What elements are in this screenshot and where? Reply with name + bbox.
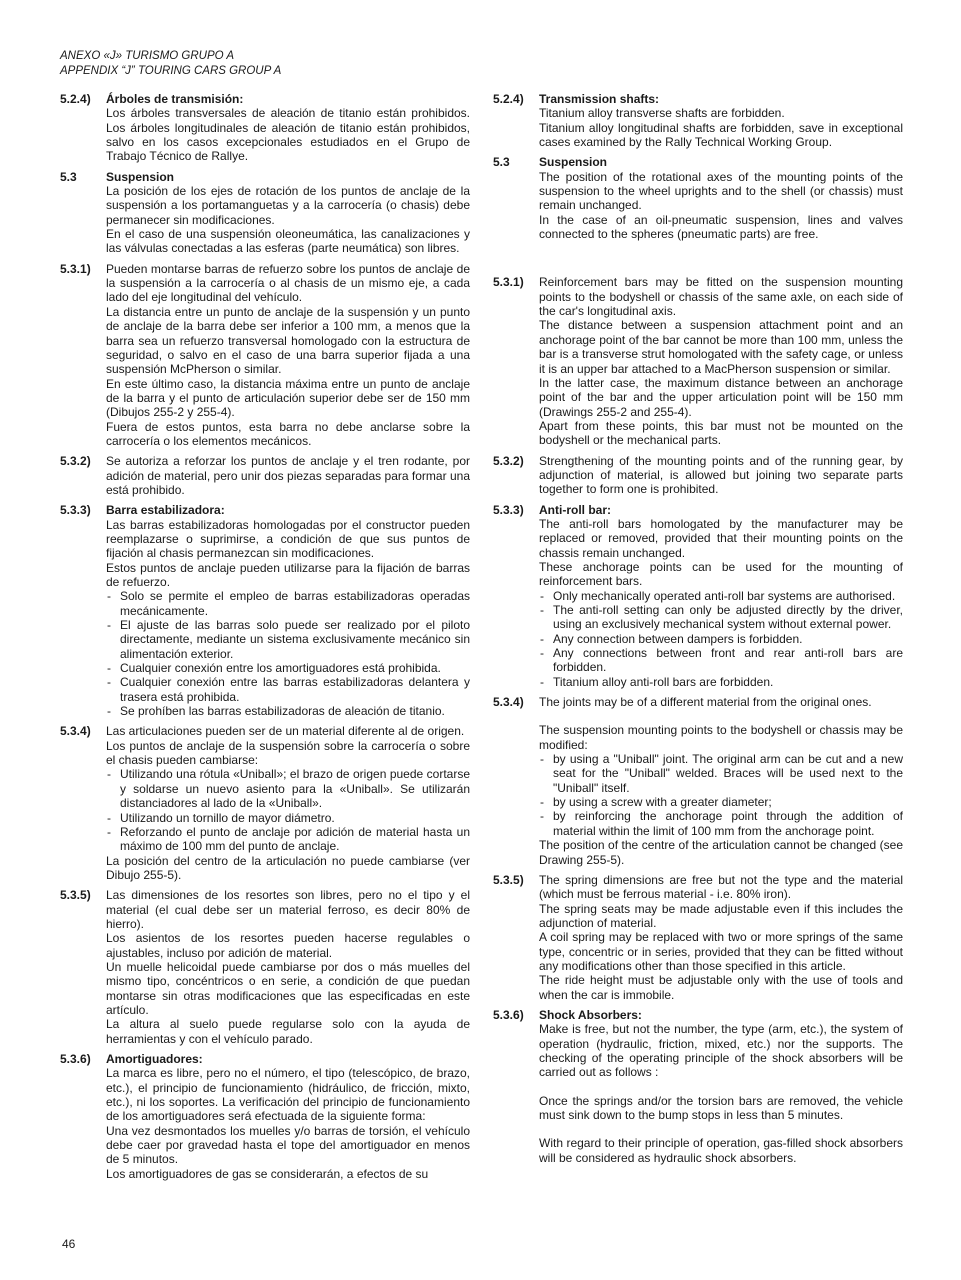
paragraph: Titanium alloy transverse shafts are forbidden. <box>539 106 785 121</box>
section-number: 5.3.3) <box>493 502 524 517</box>
section-number: 5.3.6) <box>60 1052 91 1066</box>
spanish-column <box>60 92 470 1187</box>
en-section-5-3-5 <box>493 873 903 1002</box>
es-section-5-3-5 <box>60 888 470 1046</box>
list-item: - Se prohíben las barras estabilizadoras de aleación de titanio. <box>106 704 470 718</box>
section-title: Amortiguadores: <box>106 1052 203 1066</box>
es-section-5-3-1 <box>60 262 470 448</box>
paragraph: The anti-roll bars homologated by the manufacturer may be replaced or removed, provided that their mounting points on the chassis remain unchanged. <box>539 516 903 560</box>
list-item: - Utilizando un tornillo de mayor diámetro. <box>106 811 470 825</box>
paragraph: Los asientos de los resortes pueden hacerse regulables o ajustables, incluso por adición de material. <box>106 931 470 960</box>
list-item: - Any connections between front and rear anti-roll bars are forbidden. <box>539 646 903 675</box>
paragraph: Los puntos de anclaje de la suspensión sobre la carrocería o sobre el chasis pueden cambiarse: <box>106 738 470 768</box>
paragraph: La posición de los ejes de rotación de los puntos de anclaje de la suspensión a los portamanguetas y a la carrocería (o chasis) debe permanecer sin modificaciones. <box>106 184 470 227</box>
es-section-5-2-4 <box>60 92 470 164</box>
section-title: Anti-roll bar: <box>539 502 611 517</box>
list-item: - by using a screw with a greater diameter; <box>539 795 903 809</box>
section-number: 5.3 <box>60 169 77 184</box>
list-item: - by using a "Uniball" joint. The original arm can be cut and a new seat for the "Uniball" welded. Braces will be used next to the "Uniball" itself. <box>539 752 903 795</box>
section-number: 5.3.5) <box>493 872 524 887</box>
en-section-5-3-3 <box>493 503 903 689</box>
section-number: 5.2.4) <box>60 92 91 106</box>
paragraph: Las articulaciones pueden ser de un material diferente al de origen. <box>106 724 465 739</box>
es-section-5-3-2 <box>60 454 470 497</box>
section-number: 5.3.4) <box>60 724 91 739</box>
paragraph: Los amortiguadores de gas se considerarán, a efectos de su <box>106 1166 429 1181</box>
section-title: Transmission shafts: <box>539 92 660 106</box>
list-item: - Solo se permite el empleo de barras estabilizadoras operadas mecánicamente. <box>106 589 470 618</box>
paragraph: Once the springs and/or the torsion bars are removed, the vehicle must sink down to the bump stops in less than 5 minutes. <box>539 1093 903 1122</box>
paragraph: In the case of an oil-pneumatic suspension, lines and valves connected to the spheres (pneumatic parts) are free. <box>539 212 903 242</box>
bullet-list <box>106 589 470 718</box>
section-number: 5.3.2) <box>493 453 524 468</box>
paragraph: The position of the centre of the articulation cannot be changed (see Drawing 255-5). <box>539 838 903 867</box>
page-header <box>60 49 281 79</box>
english-column <box>493 92 903 1171</box>
list-item: - Utilizando una rótula «Uniball»; el brazo de origen puede cortarse y soldarse un nuevo asiento para la «Uniball». Se utilizarán distanciadores al lado de la «Uniball». <box>106 767 470 810</box>
paragraph: Pueden montarse barras de refuerzo sobre los puntos de anclaje de la suspensión a la carrocería o al chasis de un mismo eje, a cada lado del eje longitudinal del vehículo. <box>106 261 470 305</box>
section-number: 5.3.5) <box>60 888 91 903</box>
paragraph: The suspension mounting points to the bodyshell or chassis may be modified: <box>539 723 903 752</box>
section-title: Shock Absorbers: <box>539 1007 642 1022</box>
list-item: - Cualquier conexión entre las barras estabilizadoras delantera y trasera está prohibida. <box>106 675 470 704</box>
section-title: Suspension <box>539 155 608 170</box>
es-section-5-3-6 <box>60 1052 470 1181</box>
es-section-5-3 <box>60 170 470 256</box>
page-number: 46 <box>62 1237 76 1251</box>
en-section-5-3-6 <box>493 1008 903 1165</box>
paragraph: The joints may be of a different material from the original ones. <box>539 695 872 710</box>
paragraph: A coil spring may be replaced with two or more springs of the same type, concentric or in series, provided that they can be fitted without any modifications other than those specified in this article. <box>539 930 903 973</box>
paragraph: En este último caso, la distancia máxima entre un punto de anclaje de la barra y el punto de articulación superior debe ser de 150 mm (Dibujos 255-2 y 255-4). <box>106 376 470 420</box>
paragraph: The ride height must be adjustable only with the use of tools and when the car is immobile. <box>539 973 903 1002</box>
header-spanish: ANEXO «J» TURISMO GRUPO A <box>60 50 235 62</box>
list-item: - Only mechanically operated anti-roll bar systems are authorised. <box>539 589 903 603</box>
header-english: APPENDIX “J” TOURING CARS GROUP A <box>60 65 282 77</box>
section-number: 5.3.6) <box>493 1007 524 1022</box>
paragraph: The spring seats may be made adjustable even if this includes the adjunction of material. <box>539 901 903 930</box>
list-item: - Cualquier conexión entre los amortiguadores está prohibida. <box>106 661 470 675</box>
en-section-5-3-4 <box>493 695 903 867</box>
paragraph: The distance between a suspension attachment point and an anchorage point of the bar cannot be more than 100 mm, unless the bar is a transverse strut homologated with the safety cage, or unless it is an upper bar attached to a MacPherson suspension or similar. <box>539 318 903 376</box>
paragraph: With regard to their principle of operation, gas-filled shock absorbers will be considered as hydraulic shock absorbers. <box>539 1136 903 1165</box>
paragraph: Se autoriza a reforzar los puntos de anclaje y el tren rodante, por adición de material, pero unir dos piezas separadas para formar una está prohibido. <box>106 454 470 497</box>
section-number: 5.3.3) <box>60 503 91 518</box>
paragraph: Reinforcement bars may be fitted on the suspension mounting points to the bodyshell or chassis of the same axle, on each side of the car's longitudinal axis. <box>539 275 903 319</box>
section-title: Árboles de transmisión: <box>106 92 244 106</box>
paragraph: These anchorage points can be used for the mounting of reinforcement bars. <box>539 559 903 589</box>
paragraph: The spring dimensions are free but not the type and the material (which must be ferrous material - i.e. 80% iron). <box>539 872 903 902</box>
es-section-5-3-3 <box>60 503 470 718</box>
paragraph: Fuera de estos puntos, esta barra no debe anclarse sobre la carrocería o los elementos mecánicos. <box>106 419 470 448</box>
section-title: Barra estabilizadora: <box>106 503 225 518</box>
paragraph: The position of the rotational axes of the mounting points of the suspension to the wheel uprights and to the shell (or chassis) must remain unchanged. <box>539 169 903 213</box>
section-number: 5.3.1) <box>493 275 524 290</box>
paragraph: Las barras estabilizadoras homologadas por el constructor pueden reemplazarse o suprimirse, a condición de que sus puntos de fijación al chasis permanezcan sin modificaciones. <box>106 517 470 561</box>
en-section-5-2-4 <box>493 92 903 149</box>
paragraph: Titanium alloy longitudinal shafts are forbidden, save in exceptional cases examined by the Rally Technical Working Group. <box>539 120 903 150</box>
list-item: - Titanium alloy anti-roll bars are forbidden. <box>539 675 903 689</box>
paragraph: En el caso de una suspensión oleoneumática, las canalizaciones y las válvulas conectadas a las esferas (parte neumática) son libres. <box>106 227 470 256</box>
section-number: 5.3.1) <box>60 261 91 276</box>
list-item: - The anti-roll setting can only be adjusted directly by the driver, using an exclusively mechanical system without external power. <box>539 603 903 632</box>
paragraph: Las dimensiones de los resortes son libres, pero no el tipo y el material (el cual debe ser un material ferroso, es decir 80% de hierro). <box>106 888 470 931</box>
es-section-5-3-4 <box>60 724 470 882</box>
paragraph: In the latter case, the maximum distance between an anchorage point of the bar and the upper articulation point will be 150 mm (Drawings 255-2 and 255-4). <box>539 375 903 419</box>
paragraph: La marca es libre, pero no el número, el tipo (telescópico, de brazo, etc.), el principio de funcionamiento (hidráulico, de fricción, mixto, etc.), ni los soportes. La verificación del principio de funcionamiento de los amortiguadores será efectuada de la siguiente forma: <box>106 1066 470 1124</box>
paragraph: La altura al suelo puede regularse solo con la ayuda de herramientas y con el vehículo parado. <box>106 1017 470 1046</box>
paragraph: Una vez desmontados los muelles y/o barras de torsión, el vehículo debe caer por gravedad hasta el tope del amortiguador en menos de 5 minutos. <box>106 1123 470 1167</box>
en-section-5-3-1 <box>493 275 903 447</box>
en-section-5-3 <box>493 155 903 269</box>
bullet-list <box>539 589 903 689</box>
en-section-5-3-2 <box>493 454 903 497</box>
paragraph: Strengthening of the mounting points and of the running gear, by adjunction of material, is allowed but joining two separate parts together to form one is prohibited. <box>539 453 903 497</box>
bullet-list <box>106 767 470 853</box>
list-item: - Reforzando el punto de anclaje por adición de material hasta un máximo de 100 mm del punto de anclaje. <box>106 825 470 854</box>
list-item: - El ajuste de las barras solo puede ser realizado por el piloto directamente, mediante un sistema exclusivamente mecánico sin alimentación exterior. <box>106 618 470 661</box>
paragraph: Los árboles transversales de aleación de titanio están prohibidos. Los árboles longitudinales de aleación de titanio están prohibidos, salvo en los casos excepcionales estudiados en el Grupo de Trabajo Técnico de Rallye. <box>106 106 470 164</box>
list-item: - by reinforcing the anchorage point through the addition of material within the limit of 100 mm from the anchorage point. <box>539 809 903 838</box>
paragraph: Un muelle helicoidal puede cambiarse por dos o más muelles del mismo tipo, concéntricos o en serie, a condición de que puedan montarse sin otras modificaciones que las especificadas en este artículo. <box>106 959 470 1017</box>
paragraph: La distancia entre un punto de anclaje de la suspensión y un punto de anclaje de la barra debe ser inferior a 100 mm, a menos que la barra sea un refuerzo transversal homologado con la estructura de seguridad, o salvo en el caso de una barra superior fijada a una suspensión McPherson o similar. <box>106 304 470 377</box>
section-number: 5.2.4) <box>493 92 524 106</box>
paragraph: La posición del centro de la articulación no puede cambiarse (ver Dibujo 255-5). <box>106 853 470 882</box>
section-number: 5.3.4) <box>493 695 524 710</box>
section-number: 5.3 <box>493 155 510 170</box>
section-number: 5.3.2) <box>60 454 91 469</box>
paragraph: Apart from these points, this bar must not be mounted on the bodyshell or the mechanical parts. <box>539 418 903 448</box>
paragraph: Estos puntos de anclaje pueden utilizarse para la fijación de barras de refuerzo. <box>106 560 470 589</box>
list-item: - Any connection between dampers is forbidden. <box>539 632 903 646</box>
section-title: Suspension <box>106 169 175 184</box>
bullet-list <box>539 752 903 838</box>
paragraph: Make is free, but not the number, the type (arm, etc.), the system of operation (hydraulic, friction, mixed, etc.) nor the supports. The checking of the operating principle of the shock absorbers will be carried out as follows : <box>539 1022 903 1080</box>
